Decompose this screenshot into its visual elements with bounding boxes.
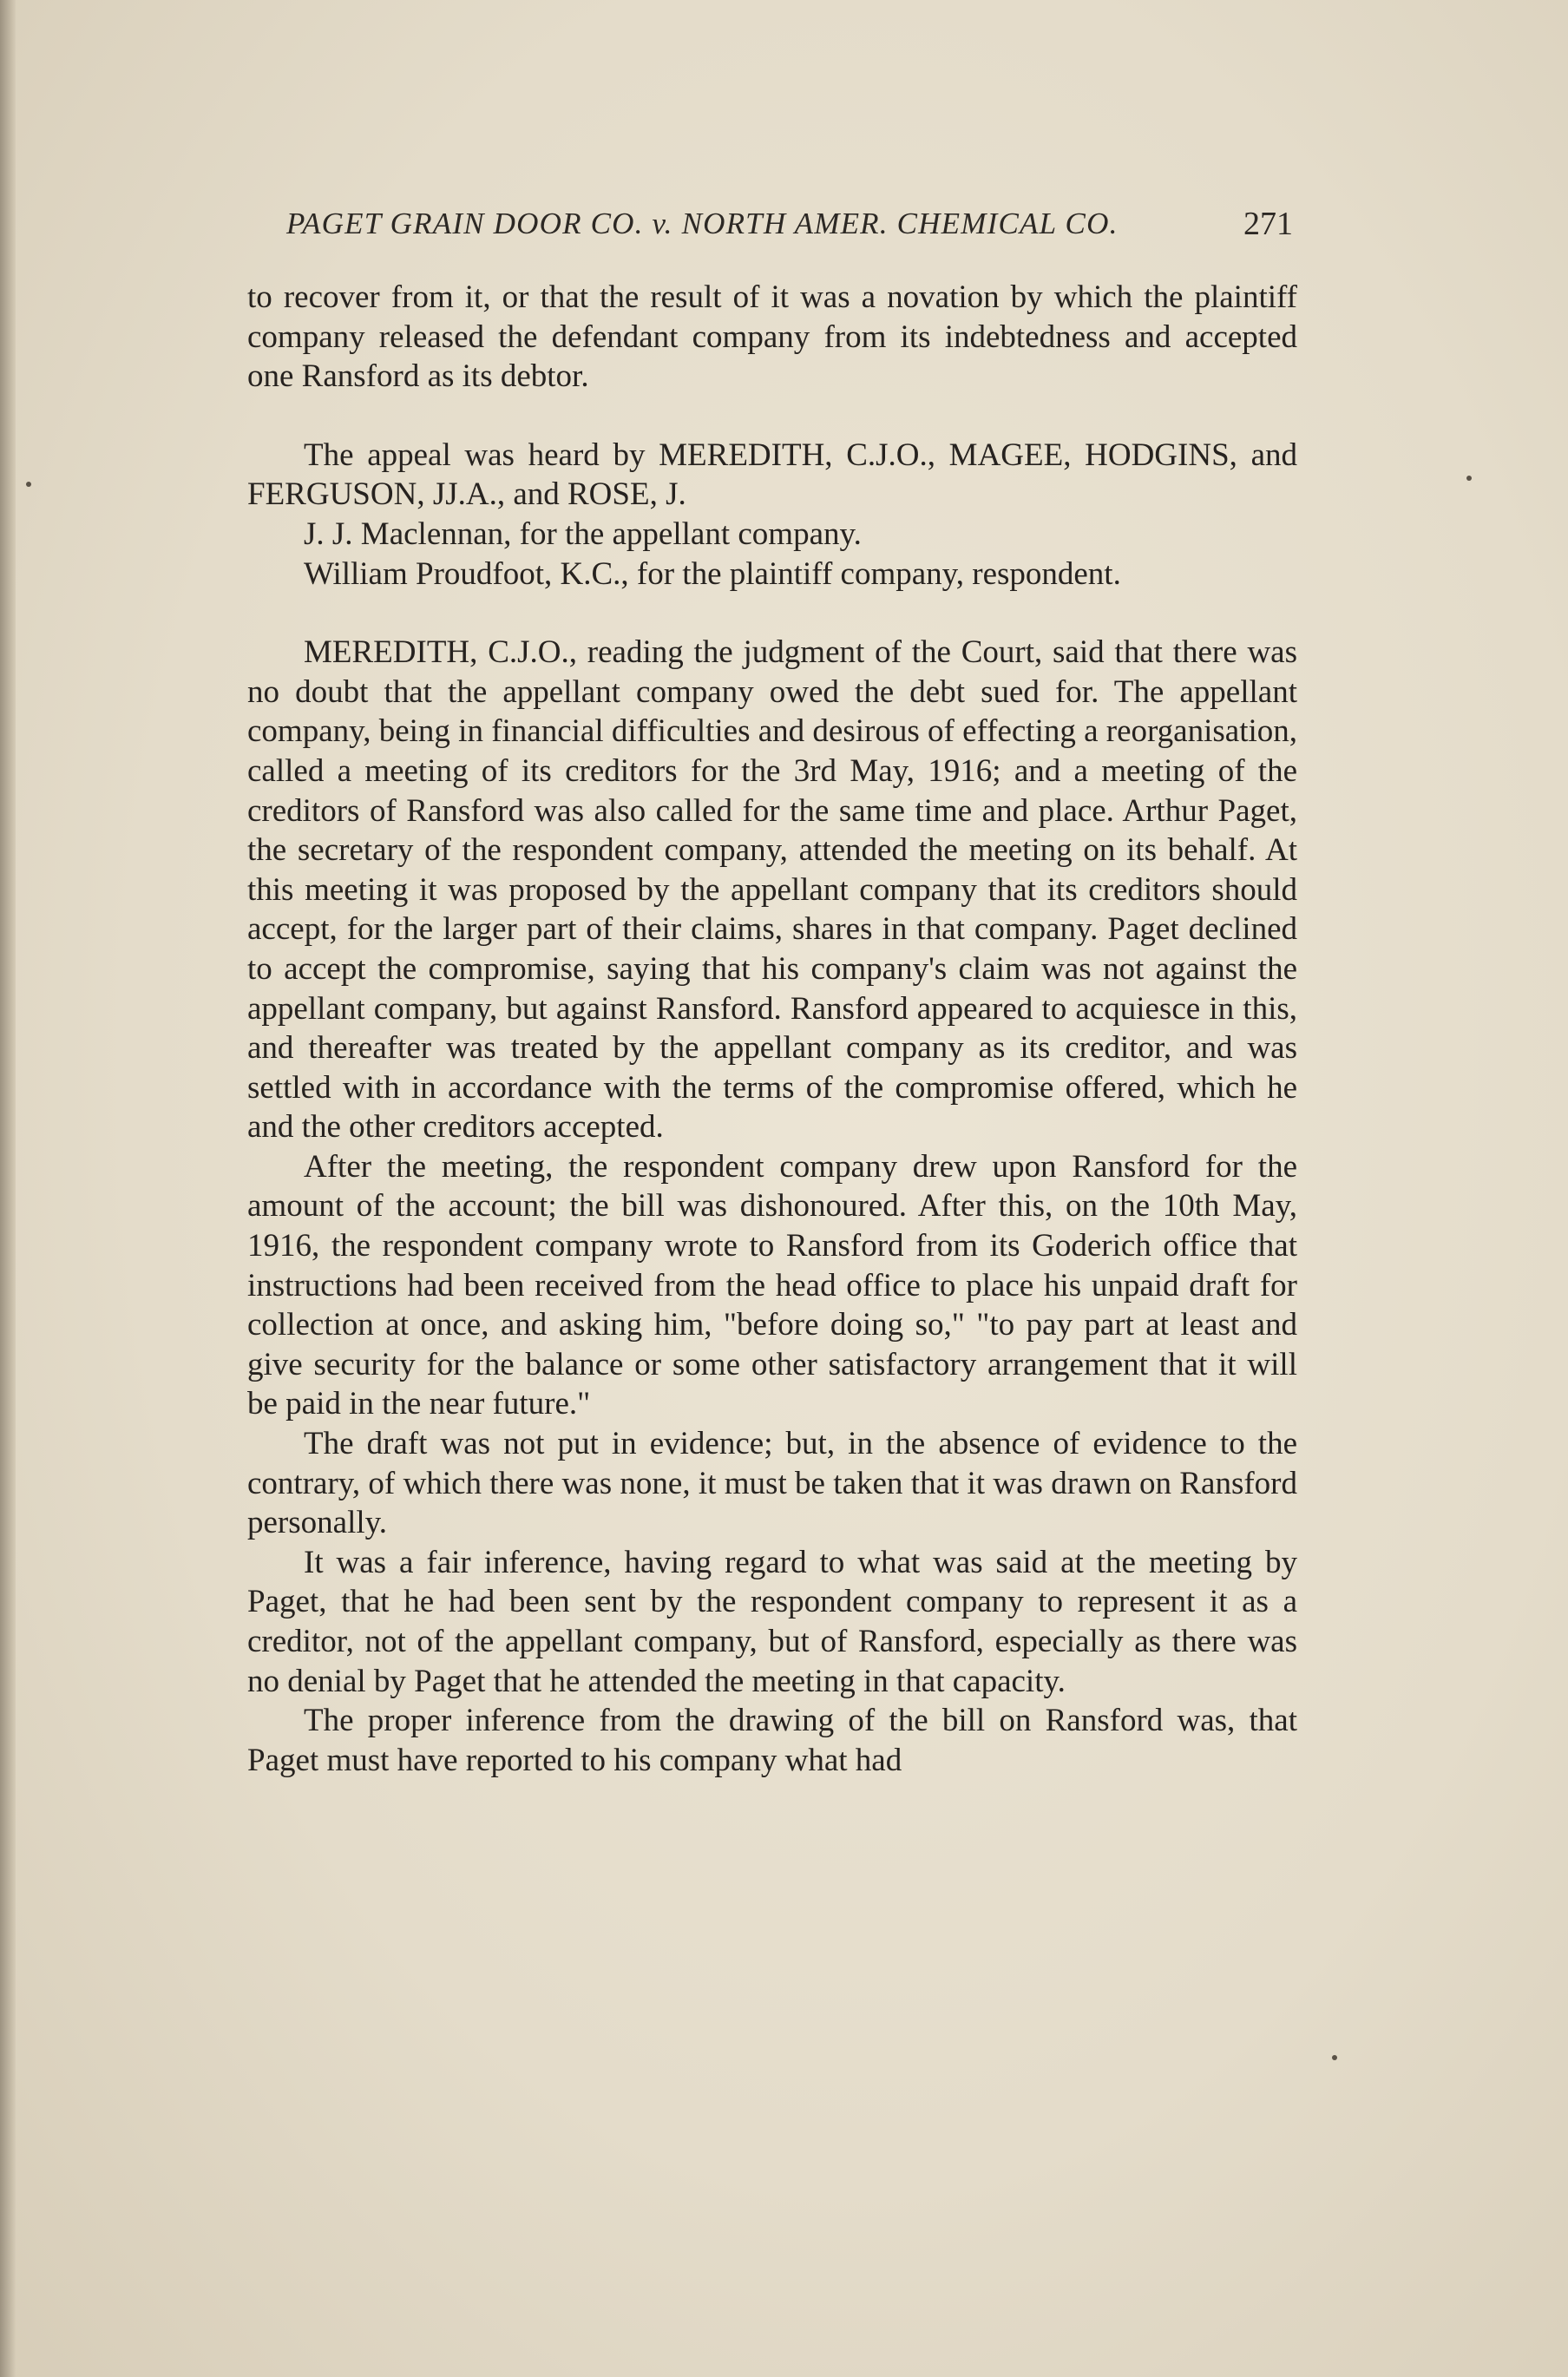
paragraph-after-meeting: After the meeting, the respondent company drew upon Ransford for the amount of the account; the bill was dishonoured. After this, on the 10th May, 1916, the respondent company wrote to Ransford from its Goderich office that instructions had been received from the head office to place his unpaid draft for collection at once, and asking him, "before doing so," "to pay part at least and give security for the balance or some other satisfactory arrangement that it will be paid in the near future." <box>247 1148 1297 1422</box>
paragraph-continuation: to recover from it, or that the result of it was a novation by which the plaintiff company released the defendant company from its indebtedness and accepted one Ransford as its debtor. <box>247 279 1297 395</box>
paragraph-proper-inference: The proper inference from the drawing of the bill on Ransford was, that Paget must have reported to his company what had <box>247 1703 1297 1778</box>
paragraph-fair-inference: It was a fair inference, having regard to what was said at the meeting by Paget, that he had been sent by the respondent company to represent it as a creditor, not of the appellant company, but of Ransford, especially as there was no denial by Paget that he attended the meeting in that capacity. <box>247 1544 1297 1699</box>
ink-speck <box>1466 476 1472 481</box>
paragraph-judgment-opening: MEREDITH, C.J.O., reading the judgment of the Court, said that there was no doubt that the appellant company owed the debt sued for. The appellant company, being in financial difficulties and desirous of effecting a reorganisation, called a meeting of its creditors for the 3rd May, 1916; and a meeting of the creditors of Ransford was also called for the same time and place. Arthur Paget, the secretary of the respondent company, attended the meeting on its behalf. At this meeting it was proposed by the appellant company that its creditors should accept, for the larger part of their claims, shares in that company. Paget declined to accept the compromise, saying that his company's claim was not against the appellant company, but against Ransford. Ransford appeared to acquiesce in this, and thereafter was treated by the appellant company as its creditor, and was settled with in accordance with the terms of the compromise offered, which he and the other creditors accepted. <box>247 634 1298 1146</box>
body-text <box>247 278 1297 1780</box>
ink-speck <box>26 482 31 487</box>
paragraph-counsel-appellant: J. J. Maclennan, for the appellant company. <box>304 515 862 552</box>
paragraph-bench: The appeal was heard by MEREDITH, C.J.O., MAGEE, HODGINS, and FERGUSON, JJ.A., and ROSE, J. <box>247 437 1297 513</box>
running-head <box>286 207 1293 250</box>
running-title: PAGET GRAIN DOOR CO. v. NORTH AMER. CHEMICAL CO. <box>286 207 1119 240</box>
paragraph-counsel-respondent: William Proudfoot, K.C., for the plaintiff company, respondent. <box>304 555 1121 592</box>
page-number: 271 <box>1243 206 1293 242</box>
paragraph-draft-evidence: The draft was not put in evidence; but, in the absence of evidence to the contrary, of which there was none, it must be taken that it was drawn on Ransford personally. <box>247 1426 1297 1541</box>
ink-speck <box>1332 2055 1337 2060</box>
binding-edge <box>0 0 16 2377</box>
